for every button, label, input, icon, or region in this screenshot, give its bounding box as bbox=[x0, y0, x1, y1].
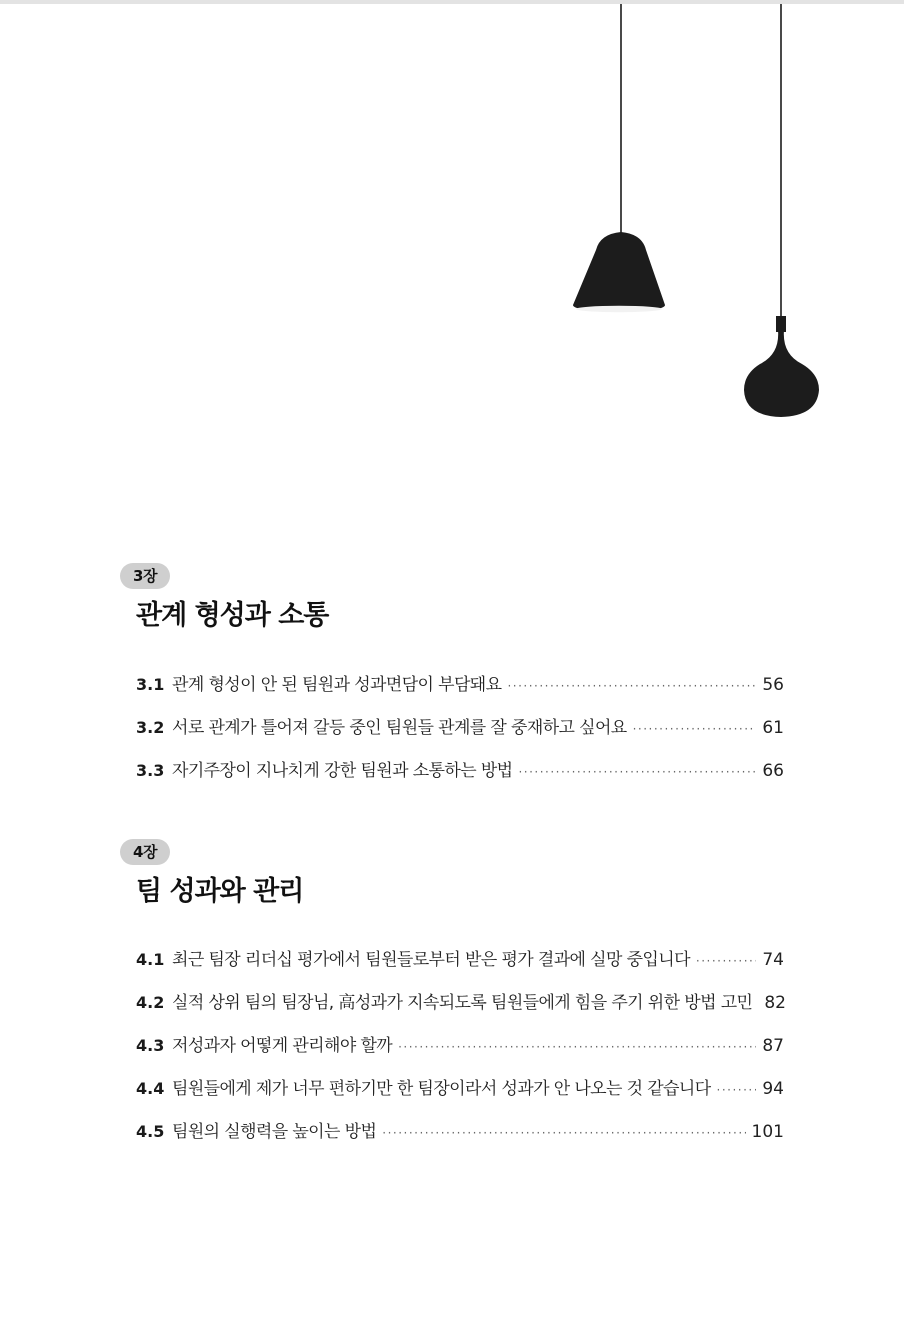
toc-entry-number: 4.4 bbox=[136, 1079, 165, 1098]
toc-entry-title: 팀원들에게 제가 너무 편하기만 한 팀장이라서 성과가 안 나오는 것 같습니다 bbox=[172, 1079, 711, 1099]
toc-entry-title: 팀원의 실행력을 높이는 방법 bbox=[172, 1122, 377, 1142]
toc-entry[interactable] bbox=[136, 1031, 784, 1055]
toc-entry-number: 4.2 bbox=[136, 993, 165, 1012]
leader-dots bbox=[507, 679, 756, 693]
chapter-title: 관계 형성과 소통 bbox=[136, 600, 329, 631]
toc-entry-number: 3.3 bbox=[136, 761, 165, 780]
toc-entry-page: 56 bbox=[762, 675, 784, 695]
toc-entry[interactable] bbox=[136, 713, 784, 737]
toc-entry-title: 저성과자 어떻게 관리해야 할까 bbox=[172, 1036, 393, 1056]
toc-entry-number: 4.3 bbox=[136, 1036, 165, 1055]
bulb-lamp-icon bbox=[744, 4, 819, 417]
toc-entry[interactable] bbox=[136, 945, 784, 969]
toc-entry[interactable] bbox=[136, 1117, 784, 1141]
toc-entry-number: 4.1 bbox=[136, 950, 165, 969]
toc-entry[interactable] bbox=[136, 756, 784, 780]
toc-entry-title: 자기주장이 지나치게 강한 팀원과 소통하는 방법 bbox=[172, 761, 513, 781]
toc-entry-page: 87 bbox=[762, 1036, 784, 1056]
leader-dots bbox=[696, 954, 756, 968]
toc-entry-page: 66 bbox=[762, 761, 784, 781]
toc-entry-title: 실적 상위 팀의 팀장님, 高성과가 지속되도록 팀원들에게 힘을 주기 위한 방법 고민 bbox=[172, 993, 753, 1013]
toc-entry-number: 3.2 bbox=[136, 718, 165, 737]
toc-entry-number: 4.5 bbox=[136, 1122, 165, 1141]
toc-entry-title: 서로 관계가 틀어져 갈등 중인 팀원들 관계를 잘 중재하고 싶어요 bbox=[172, 718, 627, 738]
leader-dots bbox=[633, 722, 757, 736]
toc-entry-title: 관계 형성이 안 된 팀원과 성과면담이 부담돼요 bbox=[172, 675, 502, 695]
chapter-title: 팀 성과와 관리 bbox=[136, 876, 304, 907]
toc-entry-page: 61 bbox=[762, 718, 784, 738]
leader-dots bbox=[382, 1126, 745, 1140]
toc-entry[interactable] bbox=[136, 988, 784, 1012]
toc-entry-title: 최근 팀장 리더십 평가에서 팀원들로부터 받은 평가 결과에 실망 중입니다 bbox=[172, 950, 690, 970]
leader-dots bbox=[398, 1040, 756, 1054]
toc-entry-number: 3.1 bbox=[136, 675, 165, 694]
toc-entry-page: 74 bbox=[762, 950, 784, 970]
toc-entry-page: 82 bbox=[764, 993, 786, 1013]
leader-dots bbox=[717, 1083, 757, 1097]
toc-entry-page: 101 bbox=[751, 1122, 784, 1142]
pendant-lamps-illustration bbox=[0, 0, 904, 440]
chapter-badge: 3장 bbox=[120, 563, 170, 589]
leader-dots bbox=[518, 765, 756, 779]
toc-entry-page: 94 bbox=[762, 1079, 784, 1099]
cone-lamp-icon bbox=[573, 4, 665, 312]
toc-entry[interactable] bbox=[136, 1074, 784, 1098]
chapter-badge: 4장 bbox=[120, 839, 170, 865]
toc-entry[interactable] bbox=[136, 670, 784, 694]
